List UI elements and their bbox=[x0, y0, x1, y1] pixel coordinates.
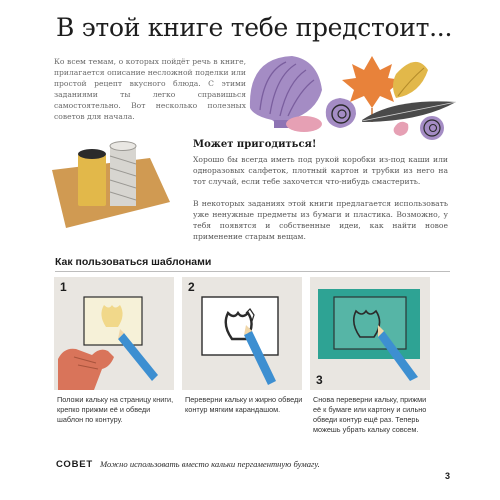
step-2-panel bbox=[182, 277, 302, 390]
grey-tube-icon bbox=[110, 142, 136, 207]
step-3-panel bbox=[310, 277, 430, 390]
pebble-icon bbox=[286, 116, 322, 132]
divider bbox=[55, 271, 450, 272]
step-number: 2 bbox=[188, 280, 195, 294]
spiral-shell-icon bbox=[326, 98, 356, 128]
snail-shell-icon bbox=[420, 116, 444, 140]
cardboard-tubes-illustration bbox=[52, 140, 170, 232]
intro-paragraph: Ко всем темам, о которых пойдёт речь в книге, прилагается описание несложной поделки или простой рецепт вкусного блюда. С этими заданиями ты легко справишься самостоятельно. Вот несколько полезных советов для начала. bbox=[54, 57, 246, 121]
step-2-caption: Переверни кальку и жирно обведи контур мягким карандашом. bbox=[185, 395, 303, 414]
step-1-caption: Положи кальку на страницу книги, крепко прижми её и обведи шаблон по контуру. bbox=[57, 395, 174, 424]
page-number: 3 bbox=[445, 471, 451, 481]
tip-label: СОВЕТ bbox=[56, 459, 94, 470]
tulip-template-icon bbox=[101, 305, 122, 327]
tip-heading: Может пригодиться! bbox=[193, 139, 317, 150]
step-3-illustration bbox=[310, 277, 430, 390]
step-number: 3 bbox=[316, 373, 323, 387]
section-heading: Как пользоваться шаблонами bbox=[55, 256, 212, 268]
nature-illustration bbox=[244, 50, 464, 145]
leaf-icon bbox=[393, 62, 428, 98]
paragraph-reuse: В некоторых заданиях этой книги предлагается использовать уже ненужные предметы из бумаги и пластика. Возможно, у тебя появятся и собственные идеи, как найти новое применение старым вещам. bbox=[193, 199, 448, 241]
step-number: 1 bbox=[60, 280, 67, 294]
hand-icon bbox=[58, 349, 114, 390]
small-shell-icon bbox=[394, 122, 409, 136]
step-2-illustration bbox=[182, 277, 302, 390]
yellow-tube-icon bbox=[78, 154, 106, 206]
tip-text: Можно использовать вместо кальки пергаментную бумагу. bbox=[100, 459, 320, 469]
step-1-panel bbox=[54, 277, 174, 390]
paragraph-supplies: Хорошо бы всегда иметь под рукой коробки из-под каши или одноразовых салфеток, плотный картон и трубки из него на тот случай, если тебе захочется что-нибудь смастерить. bbox=[193, 155, 448, 186]
page-title: В этой книге тебе предстоит... bbox=[56, 13, 453, 42]
step-3-caption: Снова переверни кальку, прижми её к бумаге или картону и сильно обведи контур ещё раз. Теперь можешь убрать кальку совсем. bbox=[313, 395, 427, 434]
step-1-illustration bbox=[54, 277, 174, 390]
feather-icon bbox=[362, 101, 456, 122]
